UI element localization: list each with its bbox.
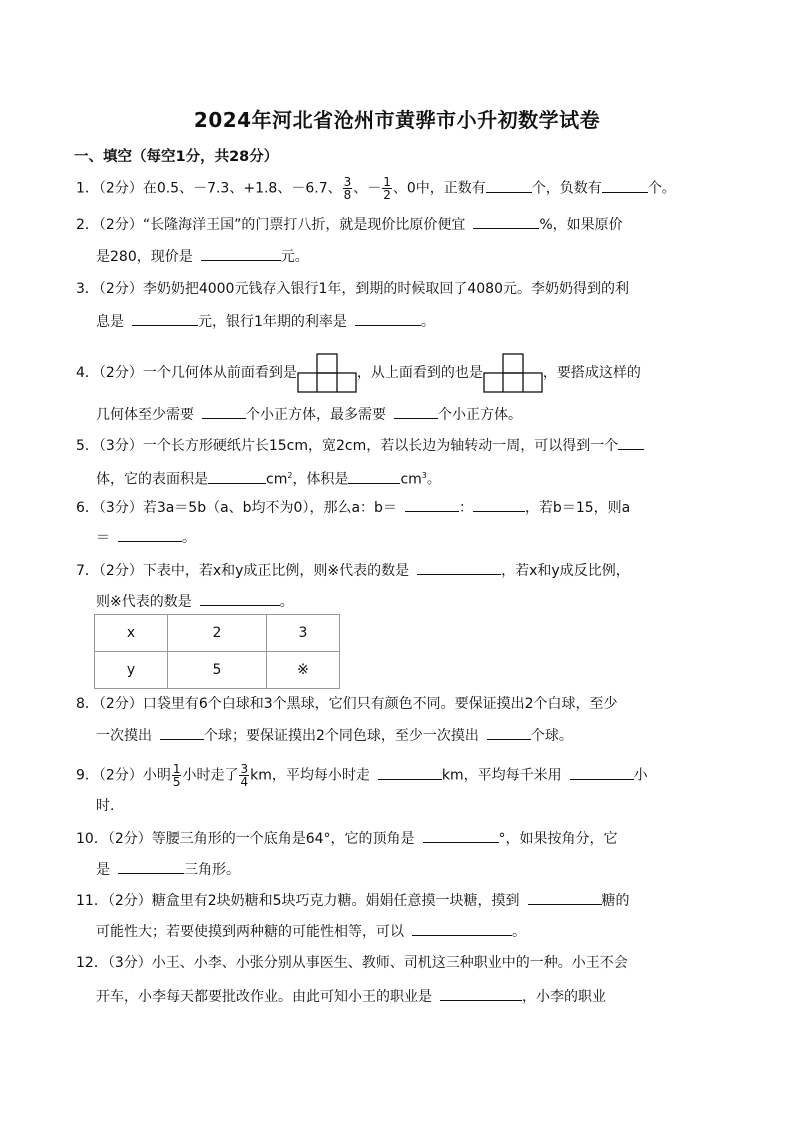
question-3-cont: 息是 元，银行1年期的利率是 。 [96,311,435,332]
question-8: 8．（2分）口袋里有6个白球和3个黑球，它们只有颜色不同。要保证摸出2个白球，至少 [76,696,618,712]
top-view-icon [483,353,543,393]
question-5-cont: 体，它的表面积是 $cm^2$，体积是 $cm^3$。 [96,466,441,490]
q1-text-a: 1．（2分）在0.5、－7.3、+1.8、－6.7、 [76,180,342,197]
answer-blank[interactable] [473,497,525,512]
table-row: y 5 ※ [95,652,340,689]
answer-blank[interactable] [355,311,421,326]
question-1 [76,176,676,201]
question-7-cont: 则※代表的数是 。 [96,591,294,612]
answer-blank[interactable] [473,214,539,229]
answer-blank[interactable] [200,591,280,606]
answer-blank[interactable] [602,178,648,193]
answer-blank[interactable] [202,404,246,419]
answer-blank[interactable] [201,246,281,261]
answer-blank[interactable] [570,765,634,780]
fraction-1-2: $\frac{1}{2}$ [383,175,391,202]
answer-blank[interactable] [348,469,400,484]
question-9-cont: 时. [96,798,115,814]
question-2: 2．（2分）“长隆海洋王国”的门票打八折，就是现价比原价便宜 %，如果原价 [76,214,623,235]
answer-blank[interactable] [132,311,198,326]
question-9: 9．（2分）小明 $\frac{1}{5}$ 小时走了 $\frac{3}{4}$ km，平均每小时走 km，平均每千米用 小 [76,762,648,789]
question-6-cont: ＝ 。 [96,527,196,548]
question-11: 11．（2分）糖盒里有2块奶糖和5块巧克力糖。娟娟任意摸一块糖，摸到 糖的 [76,890,630,911]
question-12: 12．（3分）小王、小李、小张分别从事医生、教师、司机这三种职业中的一种。小王不会 [76,955,628,971]
question-11-cont: 可能性大；若要使摸到两种糖的可能性相等，可以 。 [96,921,526,942]
question-10: 10．（2分）等腰三角形的一个底角是64°，它的顶角是 °，如果按角分，它 [76,828,618,849]
answer-blank[interactable] [486,178,532,193]
question-6: 6．（3分）若3a＝5b（a、b均不为0），那么a：b＝ ： ，若b＝15，则a [76,497,630,518]
question-10-cont: 是 三角形。 [96,859,240,880]
answer-blank[interactable] [208,469,266,484]
answer-blank[interactable] [440,986,522,1001]
question-7: 7．（2分）下表中，若x和y成正比例，则※代表的数是 ，若x和y成反比例， [76,560,630,581]
question-2-cont: 是280，现价是 元。 [96,246,309,267]
fraction-3-4: $\frac{3}{4}$ [240,762,249,789]
question-12-cont: 开车，小李每天都要批改作业。由此可知小王的职业是 ，小李的职业 [96,986,606,1007]
q1-text-b: 、0中，正数有 [392,180,486,197]
answer-blank[interactable] [118,527,182,542]
xy-table [94,614,340,689]
question-5: 5．（3分）一个长方形硬纸片长15cm，宽2cm，若以长边为轴转动一周，可以得到一个 [76,435,644,456]
fraction-1-5: $\frac{1}{5}$ [172,762,181,789]
answer-blank[interactable] [118,859,184,874]
q1-text-d: 个。 [647,180,676,197]
section-heading: 一、填空（每空1分，共28分） [74,149,279,165]
answer-blank[interactable] [412,921,512,936]
answer-blank[interactable] [618,435,644,450]
answer-blank[interactable] [394,404,438,419]
front-view-icon [297,353,357,393]
answer-blank[interactable] [160,725,204,740]
question-8-cont: 一次摸出 个球；要保证摸出2个同色球，至少一次摸出 个球。 [96,725,573,746]
page-title: 2024年河北省沧州市黄骅市小升初数学试卷 [193,108,601,132]
answer-blank[interactable] [423,828,499,843]
fraction-3-8: $\frac{3}{8}$ [343,175,352,202]
answer-blank[interactable] [405,497,459,512]
q1-text-c: 个，负数有 [531,180,602,197]
question-3: 3．（2分）李奶奶把4000元钱存入银行1年，到期的时候取回了4080元。李奶奶得到的利 [76,281,629,297]
answer-blank[interactable] [528,890,602,905]
answer-blank[interactable] [378,765,442,780]
question-4: 4．（2分）一个几何体从前面看到是 ，从上面看到的也是 ，要搭成这样的 [76,353,641,393]
table-row: x 2 3 [95,615,340,652]
answer-blank[interactable] [487,725,531,740]
q1-text-m: 、－ [353,180,382,197]
answer-blank[interactable] [417,560,501,575]
question-4-cont: 几何体至少需要 个小正方体，最多需要 个小正方体。 [96,404,522,425]
